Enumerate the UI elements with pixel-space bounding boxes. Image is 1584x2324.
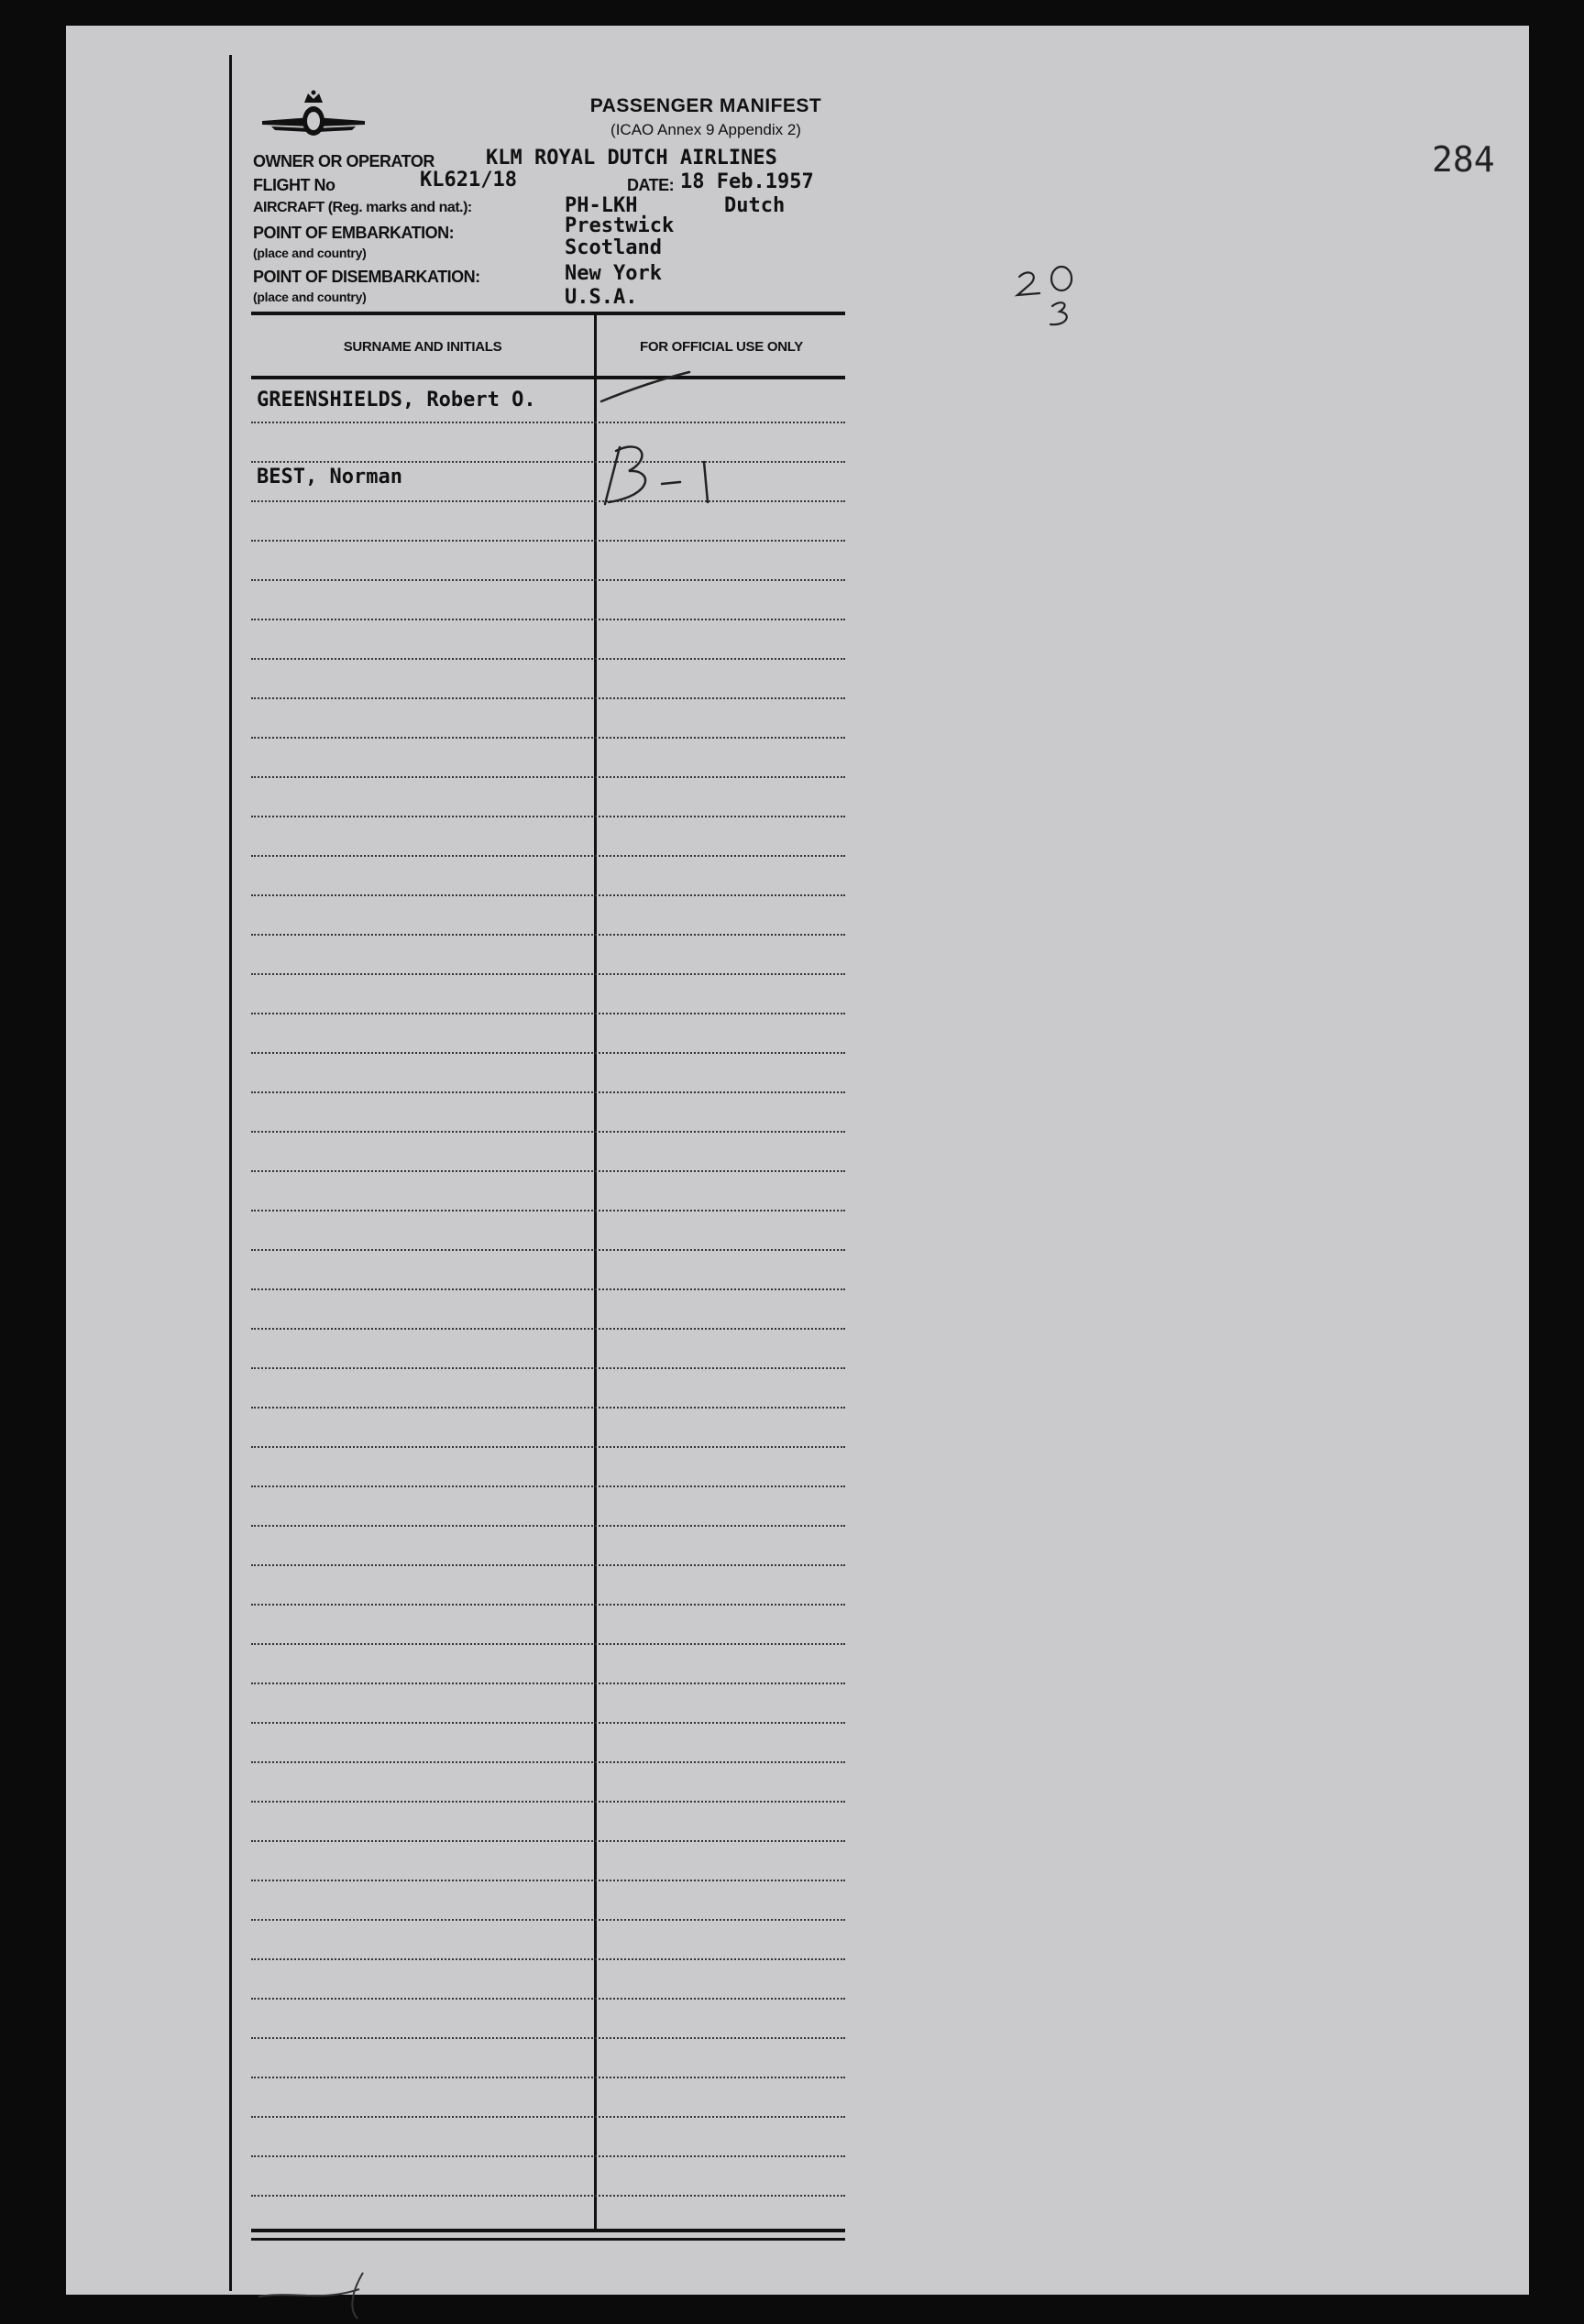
column-header-surname: SURNAME AND INITIALS xyxy=(343,339,502,355)
row-line xyxy=(251,1722,845,1724)
row-line xyxy=(251,1919,845,1921)
column-divider xyxy=(594,315,597,2232)
row-line xyxy=(251,1288,845,1290)
row-line xyxy=(251,2155,845,2157)
row-line xyxy=(251,1328,845,1330)
row-line xyxy=(251,2037,845,2039)
row-line xyxy=(251,1998,845,2000)
row-line xyxy=(251,500,845,502)
passenger-name-1: GREENSHIELDS, Robert O. xyxy=(257,389,536,411)
disembarkation-sublabel: (place and country) xyxy=(253,290,367,304)
disembarkation-place: New York xyxy=(565,262,662,285)
row-line xyxy=(251,934,845,936)
row-line xyxy=(251,422,845,423)
row-line xyxy=(251,1091,845,1093)
row-line xyxy=(251,1249,845,1251)
manifest-page xyxy=(66,26,1529,2295)
row-line xyxy=(251,1367,845,1369)
row-line xyxy=(251,1761,845,1763)
flight-label: FLIGHT No xyxy=(253,176,336,194)
row-line xyxy=(251,658,845,660)
aircraft-registration: PH-LKH xyxy=(565,194,638,217)
document-subtitle: (ICAO Annex 9 Appendix 2) xyxy=(610,121,801,138)
row-line xyxy=(251,1564,845,1566)
date-label: DATE: xyxy=(627,176,675,194)
owner-value: KLM ROYAL DUTCH AIRLINES xyxy=(486,147,777,170)
aircraft-nationality: Dutch xyxy=(724,194,786,217)
table-bottom-rule xyxy=(251,2229,845,2232)
page-number: 284 xyxy=(1432,139,1495,180)
row-line xyxy=(251,1683,845,1684)
row-line xyxy=(251,1013,845,1014)
row-line xyxy=(251,1880,845,1881)
passenger-name-2: BEST, Norman xyxy=(257,466,402,488)
table-top-rule xyxy=(251,312,845,315)
row-line xyxy=(251,1170,845,1172)
date-value: 18 Feb.1957 xyxy=(680,170,814,193)
row-line xyxy=(251,1446,845,1448)
table-bottom-rule-double xyxy=(251,2238,845,2241)
embarkation-sublabel: (place and country) xyxy=(253,246,367,260)
document-title: PASSENGER MANIFEST xyxy=(589,95,822,116)
row-line xyxy=(251,2116,845,2118)
aircraft-label: AIRCRAFT (Reg. marks and nat.): xyxy=(253,200,472,215)
row-line xyxy=(251,697,845,699)
row-line xyxy=(251,1604,845,1606)
row-line xyxy=(251,1958,845,1960)
row-line xyxy=(251,894,845,896)
left-margin-rule xyxy=(229,55,232,2291)
row-line xyxy=(251,737,845,739)
row-line xyxy=(251,1643,845,1645)
flight-value: KL621/18 xyxy=(420,169,517,192)
row-line xyxy=(251,1485,845,1487)
row-line xyxy=(251,1210,845,1211)
embarkation-label: POINT OF EMBARKATION: xyxy=(253,224,455,242)
row-line xyxy=(251,776,845,778)
row-line xyxy=(251,816,845,817)
row-line xyxy=(251,1840,845,1842)
row-line xyxy=(251,2195,845,2197)
row-line xyxy=(251,973,845,975)
column-header-official-use: FOR OFFICIAL USE ONLY xyxy=(640,339,803,355)
disembarkation-label: POINT OF DISEMBARKATION: xyxy=(253,268,480,286)
row-line xyxy=(251,1407,845,1409)
embarkation-place: Prestwick xyxy=(565,214,675,237)
row-line xyxy=(251,461,845,463)
row-line xyxy=(251,1131,845,1133)
row-line xyxy=(251,579,845,581)
klm-crown-logo-icon xyxy=(258,90,368,145)
owner-label: OWNER OR OPERATOR xyxy=(253,152,434,170)
column-header-rule xyxy=(251,376,845,379)
row-line xyxy=(251,1801,845,1803)
disembarkation-country: U.S.A. xyxy=(565,286,638,309)
row-line xyxy=(251,540,845,542)
row-line xyxy=(251,2077,845,2078)
row-line xyxy=(251,1525,845,1527)
embarkation-country: Scotland xyxy=(565,236,662,259)
row-line xyxy=(251,619,845,620)
row-line xyxy=(251,1052,845,1054)
row-line xyxy=(251,855,845,857)
